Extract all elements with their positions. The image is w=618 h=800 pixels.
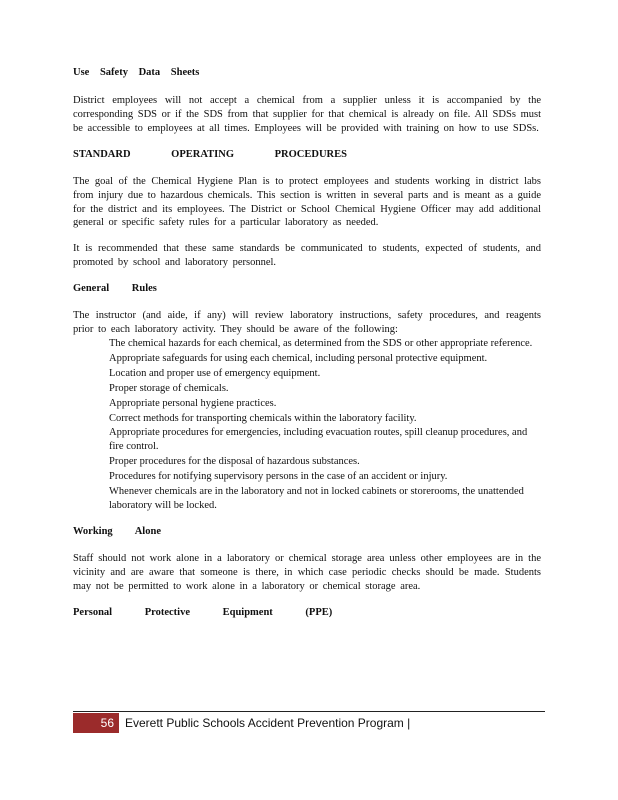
list-item-text: Proper storage of chemicals. — [109, 382, 229, 394]
ppe-heading: Personal Protective Equipment (PPE) — [73, 606, 333, 618]
list-item — [87, 485, 541, 513]
list-item-text: Procedures for notifying supervisory persons in the case of an accident or injury. — [109, 471, 448, 483]
list-item-text: The chemical hazards for each chemical, as determined from the SDS or other appropriate reference. — [109, 337, 533, 349]
list-item-text: Proper procedures for the disposal of hazardous substances. — [109, 456, 360, 468]
document-page — [73, 60, 541, 619]
list-item-text: Appropriate safeguards for using each chemical, including personal protective equipment. — [109, 352, 488, 364]
footer-divider — [73, 711, 545, 712]
general-rules-heading: General Rules — [73, 283, 157, 295]
working-alone-paragraph: Staff should not work alone in a laboratory or chemical storage area unless other employees are in the vicinity and are aware that someone is there, in which case periodic checks should be made. Students may not be permitted to work alone in a laboratory or chemical storage area. — [73, 552, 541, 592]
page-footer — [73, 711, 545, 733]
list-item-text: Correct methods for transporting chemicals within the laboratory facility. — [109, 412, 417, 424]
list-item-text: Appropriate personal hygiene practices. — [109, 397, 277, 409]
sds-heading: Use Safety Data Sheets — [73, 67, 200, 78]
sds-paragraph: District employees will not accept a chemical from a supplier unless it is accompanied by the corresponding SDS or if the SDS from that supplier for that chemical is already on file. All SDSs must be accessible to employees at all times. Employees will be provided with training on how to use SDSs. — [73, 95, 541, 134]
working-alone-heading: Working Alone — [73, 525, 161, 537]
list-item — [87, 352, 541, 366]
list-item — [87, 397, 541, 411]
list-item — [87, 470, 541, 484]
list-item — [87, 367, 541, 381]
sop-heading: STANDARD OPERATING PROCEDURES — [73, 148, 347, 160]
general-rules-list — [73, 337, 541, 513]
general-rules-paragraph: The instructor (and aide, if any) will review laboratory instructions, safety procedures, and reagents prior to each laboratory activity. They should be aware of the following: — [73, 310, 541, 336]
footer-title: Everett Public Schools Accident Prevention Program | — [125, 716, 411, 730]
page-number: 56 — [73, 713, 119, 733]
list-item-text: Location and proper use of emergency equipment. — [109, 367, 321, 379]
list-item — [87, 426, 541, 454]
list-item-text: Whenever chemicals are in the laboratory and not in locked cabinets or storerooms, the unattended laboratory will be locked. — [109, 486, 524, 511]
sop-paragraph-1: The goal of the Chemical Hygiene Plan is to protect employees and students working in district labs from injury due to hazardous chemicals. This section is written in several parts and is meant as a guide for the district and its employees. The District or School Chemical Hygiene Officer may add additional general or specific safety rules for a particular laboratory as needed. — [73, 175, 541, 229]
list-item-text: Appropriate procedures for emergencies, including evacuation routes, spill cleanup procedures, and fire control. — [109, 427, 528, 453]
list-item — [87, 455, 541, 469]
sop-paragraph-2: It is recommended that these same standards be communicated to students, expected of students, and promoted by school and laboratory personnel. — [73, 243, 541, 269]
list-item — [87, 412, 541, 426]
list-item — [87, 382, 541, 396]
list-item — [87, 337, 541, 351]
